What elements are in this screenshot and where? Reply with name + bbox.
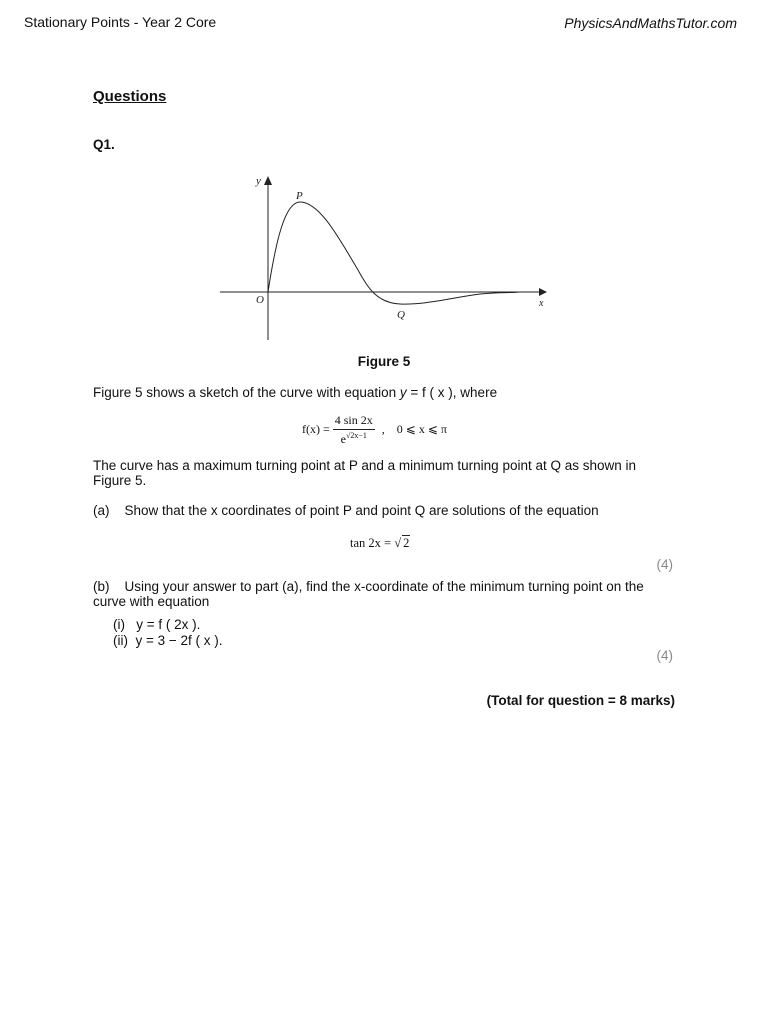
origin-label: O xyxy=(256,294,264,306)
description-text: The curve has a maximum turning point at P and a minimum turning point at Q as shown in Figure 5. xyxy=(93,458,637,488)
intro-var: y xyxy=(399,385,407,400)
part-b-item-ii xyxy=(113,633,223,648)
point-p-label: P xyxy=(296,190,303,202)
tan-equation: tan 2x = √ 2 xyxy=(350,536,410,550)
point-q-label: Q xyxy=(397,309,405,321)
function-fraction xyxy=(333,413,375,447)
denominator-base: e xyxy=(340,432,346,446)
x-axis-label: x xyxy=(539,298,544,309)
intro-post: = f ( x ), where xyxy=(406,385,498,400)
part-a xyxy=(93,503,673,518)
header-site: PhysicsAndMathsTutor.com xyxy=(564,15,737,31)
function-denominator xyxy=(333,430,375,447)
item-i-text: y = f ( 2x ). xyxy=(136,617,201,632)
question-number: Q1. xyxy=(93,137,115,152)
function-equation: f(x) = $\frac{4 \sin 2x}{e^{√2x-1}}$ , 0 ⩽ x ⩽ π xyxy=(302,413,447,446)
y-axis-arrow xyxy=(264,176,272,185)
function-lhs: f(x) = xyxy=(302,421,330,436)
header-title: Stationary Points - Year 2 Core xyxy=(24,14,217,30)
part-b xyxy=(93,579,673,609)
curve-fx xyxy=(268,202,520,304)
intro-text xyxy=(93,385,673,400)
part-b-marks: (4) xyxy=(656,648,673,663)
total-marks: (Total for question = 8 marks) xyxy=(486,693,675,708)
section-title: Questions xyxy=(93,88,167,105)
tan-eq-lhs: tan 2x = xyxy=(350,536,392,550)
x-axis-arrow xyxy=(539,288,547,296)
tan-eq-rhs: 2 xyxy=(403,536,410,550)
function-domain: 0 ⩽ x ⩽ π xyxy=(396,421,447,436)
item-ii-text: y = 3 − 2f ( x ). xyxy=(135,633,223,648)
part-a-text: Show that the x coordinates of point P and point Q are solutions of the equation xyxy=(124,503,599,518)
part-b-label: (b) xyxy=(93,579,110,594)
item-i-label: (i) xyxy=(113,617,125,632)
function-numerator: 4 sin 2x xyxy=(333,413,375,430)
part-b-item-i xyxy=(113,617,200,632)
denominator-exponent: √2x−1 xyxy=(345,431,367,440)
figure-5-graph xyxy=(210,170,560,345)
part-b-text: Using your answer to part (a), find the x-coordinate of the minimum turning point on the curve with equation xyxy=(93,579,644,609)
y-axis-label: y xyxy=(256,175,261,187)
intro-pre: Figure 5 shows a sketch of the curve with equation xyxy=(93,385,400,400)
item-ii-label: (ii) xyxy=(113,633,128,648)
part-a-label: (a) xyxy=(93,503,110,518)
figure-caption: Figure 5 xyxy=(357,354,411,369)
part-a-marks: (4) xyxy=(656,557,673,572)
